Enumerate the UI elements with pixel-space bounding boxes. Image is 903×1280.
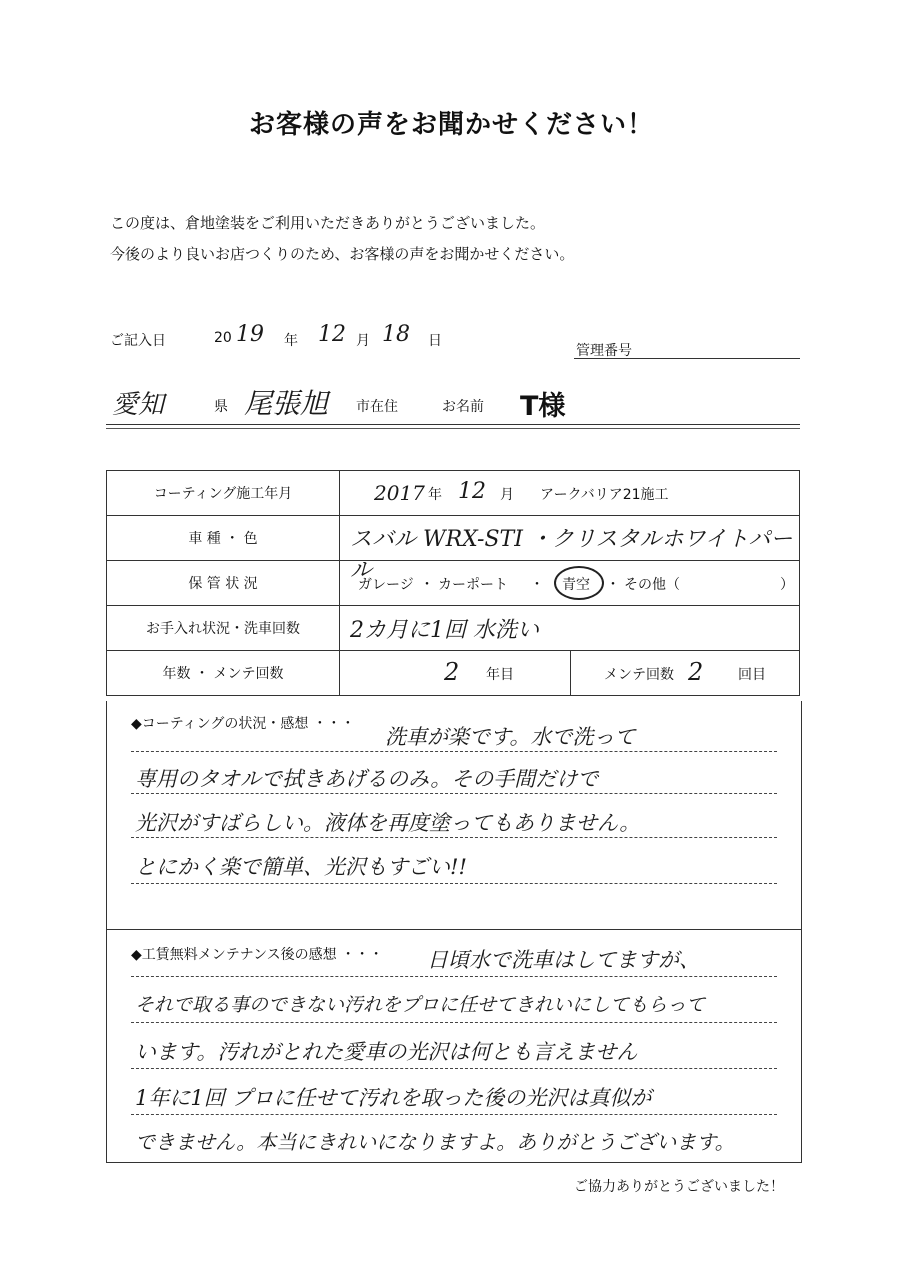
storage-separator: ・ [530,577,544,593]
coating-year-unit: 年 [428,487,442,503]
row-label-coating-date: コーティング施工年月 [107,471,340,516]
dashed-line [131,883,777,884]
management-number-field [574,358,800,359]
storage-option-garage: ガレージ [358,577,414,593]
maintenance-impressions-heading: ◆工賃無料メンテナンス後の感想 ・・・ [131,947,384,963]
storage-option-close: ） [780,577,794,593]
entry-year-unit: 年 [284,333,298,349]
row-label-years: 年数 ・ メンテ回数 [107,651,340,696]
table-row [107,471,800,516]
closing-message: ご協力ありがとうございました！ [574,1179,784,1195]
coating-month-unit: 月 [500,487,514,503]
city-hand: 尾張旭 [244,387,329,420]
entry-day-hand: 18 [382,322,410,347]
address-underline-double [106,428,800,429]
coating-month-hand: 12 [458,479,486,504]
row-label-storage: 保 管 状 況 [107,561,340,606]
dashed-line [131,837,777,838]
page-title: お客様の声をお聞かせください！ [248,110,654,140]
prefecture-unit: 県 [214,399,228,415]
management-number-label: 管理番号 [576,343,632,359]
maintenance-impressions-box [106,929,802,1163]
maintenance-line-3: います。汚れがとれた愛車の光沢は何とも言えません [135,1040,638,1064]
dashed-line [131,1114,777,1115]
intro-line-1: この度は、倉地塗装をご利用いただきありがとうございました。 [110,214,546,232]
dashed-line [131,976,777,977]
car-model-hand: スバル WRX-STI ・クリスタルホワイトパール [350,527,793,583]
impressions-line-1: 洗車が楽です。水で洗って [385,725,636,749]
entry-month-unit: 月 [356,333,370,349]
intro-line-2: 今後のより良いお店つくりのため、お客様の声をお聞かせください。 [110,245,575,263]
impressions-line-4: とにかく楽で簡単、光沢もすごい!! [135,855,467,879]
table-row [107,606,800,651]
dashed-line [131,1068,777,1069]
row-label-care: お手入れ状況・洗車回数 [107,606,340,651]
care-hand: 2カ月に1回 水洗い [350,618,539,643]
dashed-line [131,793,777,794]
coating-impressions-box [106,701,802,930]
table-row [107,516,800,561]
coating-info-table [106,470,800,696]
entry-day-unit: 日 [428,333,442,349]
impressions-line-3: 光沢がすばらしい。液体を再度塗ってもありません。 [135,811,641,835]
entry-month-hand: 12 [318,322,346,347]
storage-option-sky: 青空 [562,577,590,593]
row-label-car-model: 車 種 ・ 色 [107,516,340,561]
storage-option-other: その他（ [624,577,680,593]
years-unit: 年目 [486,667,514,683]
maintenance-line-1: 日頃水で洗車はしてますが、 [427,948,700,972]
years-hand: 2 [444,658,460,686]
maint-unit: 回目 [738,667,766,683]
maintenance-line-4: 1年に1回 プロに任せて汚れを取った後の光沢は真似が [135,1086,652,1110]
maintenance-line-2: それで取る事のできない汚れをプロに任せてきれいにしてもらって [135,994,706,1016]
customer-name: T様 [520,391,566,422]
impressions-line-2: 専用のタオルで拭きあげるのみ。その手間だけで [135,767,599,791]
name-label: お名前 [442,399,484,415]
dashed-line [131,1022,777,1023]
entry-year-prefix: 20 [214,330,232,346]
dashed-line [131,751,777,752]
maintenance-line-5: できません。本当にきれいになりますよ。ありがとうございます。 [135,1130,735,1154]
coating-impressions-heading: ◆コーティングの状況・感想 ・・・ [131,716,355,732]
city-unit: 市在住 [356,399,398,415]
maint-count-hand: 2 [688,658,704,686]
storage-option-carport: カーポート [438,577,508,593]
coating-year-hand: 2017 [374,481,425,505]
maint-label: メンテ回数 [604,667,674,683]
storage-separator: ・ [606,577,620,593]
table-row [107,651,800,696]
table-row [107,561,800,606]
entry-year-hand: 19 [236,322,264,347]
address-underline [106,424,800,425]
prefecture-hand: 愛知 [112,390,165,420]
cell-divider [570,651,571,695]
storage-separator: ・ [420,577,434,593]
entry-date-label: ご記入日 [110,333,166,349]
coating-product: アークバリア21施工 [540,487,669,503]
